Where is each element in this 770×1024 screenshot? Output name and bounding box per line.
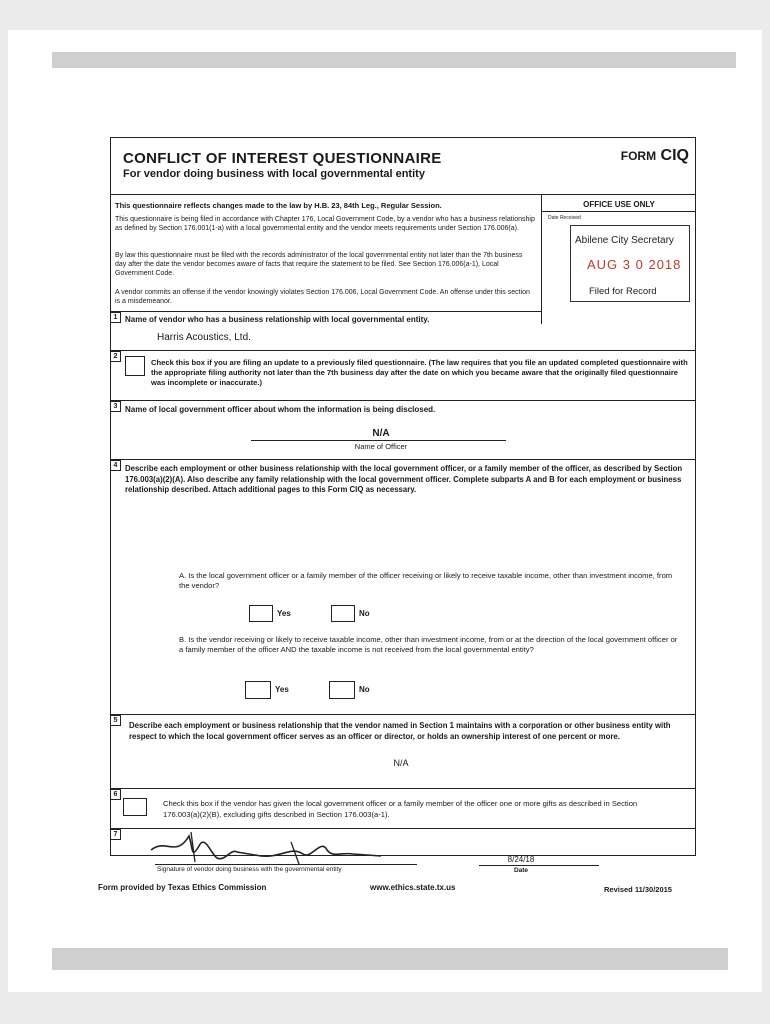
form-subtitle: For vendor doing business with local governmental entity bbox=[123, 168, 425, 180]
section-4-label: Describe each employment or other business relationship with the local government officer, or a family member of the officer, as described by Section 176.003(a)(2)(A). Also describe any family relationship with the local government officer. Complete subparts A and B for each employment or business relationship described. Attach additional pages to this Form CIQ as necessary. bbox=[125, 464, 683, 494]
office-use-label: OFFICE USE ONLY bbox=[583, 200, 655, 209]
section-5-number: 5 bbox=[110, 715, 121, 726]
signature-caption: Signature of vendor doing business with the governmental entity bbox=[157, 866, 342, 873]
section-5-value: N/A bbox=[393, 758, 409, 768]
date-caption: Date bbox=[513, 867, 529, 874]
footer-provider: Form provided by Texas Ethics Commission bbox=[98, 883, 267, 892]
divider-header bbox=[111, 194, 695, 195]
question-a-yes-label: Yes bbox=[277, 609, 291, 618]
section-1-number: 1 bbox=[110, 312, 121, 323]
question-b-yes-checkbox[interactable] bbox=[245, 681, 271, 699]
footer-website[interactable]: www.ethics.state.tx.us bbox=[370, 883, 456, 892]
divider-s5 bbox=[111, 714, 695, 715]
officer-name-caption: Name of Officer bbox=[354, 442, 408, 451]
intro-paragraph-4: A vendor commits an offense if the vendor knowingly violates Section 176.006, Local Government Code. An offense under this section is a misdemeanor. bbox=[115, 289, 530, 305]
section-7-number: 7 bbox=[110, 829, 121, 840]
signature-line bbox=[155, 864, 417, 865]
footer-revised: Revised 11/30/2015 bbox=[604, 885, 672, 894]
section-4-number: 4 bbox=[110, 460, 121, 471]
divider-s4 bbox=[111, 459, 695, 460]
form-title: CONFLICT OF INTEREST QUESTIONNAIRE bbox=[123, 150, 442, 167]
question-b-no-checkbox[interactable] bbox=[329, 681, 355, 699]
question-a-no-checkbox[interactable] bbox=[331, 605, 355, 622]
stamp-office: Abilene City Secretary bbox=[575, 235, 674, 246]
city-secretary-stamp bbox=[570, 225, 690, 302]
question-a-no-label: No bbox=[359, 609, 370, 618]
intro-paragraph-3: By law this questionnaire must be filed with the records administrator of the local governmental entity not later than the 7th business day after the date the vendor becomes aware of facts that require the statement to be filed. See Section 176.006(a-1), Local Government Code. bbox=[115, 252, 523, 277]
vendor-signature bbox=[141, 828, 401, 868]
officer-name: N/A bbox=[372, 428, 390, 439]
question-a: A. Is the local government officer or a family member of the officer receiving or likely to receive taxable income, other than investment income, from the vendor? bbox=[179, 571, 673, 590]
intro-line-1: This questionnaire reflects changes made to the law by H.B. 23, 84th Leg., Regular Session. bbox=[115, 201, 442, 210]
officer-name-line bbox=[251, 440, 506, 441]
signature-date: 8/24/18 bbox=[507, 855, 535, 864]
divider-s3 bbox=[111, 400, 695, 401]
section-5-label: Describe each employment or business relationship that the vendor named in Section 1 maintains with a corporation or other business entity with respect to which the local government officer serves as an officer or director, or holds an ownership interest of one percent or more. bbox=[129, 721, 671, 741]
office-use-divider bbox=[541, 194, 542, 324]
section-2-label: Check this box if you are filing an update to a previously filed questionnaire. (The law requires that you file an updated completed questionnaire with the appropriate filing authority not later than the 7th business day after the date on which you became aware that the originally filed questionnaire was incomplete or inaccurate.) bbox=[151, 358, 688, 387]
scan-bar-bottom bbox=[52, 948, 728, 970]
date-received-label: Date Received bbox=[548, 215, 581, 221]
scan-bar-top bbox=[52, 52, 736, 68]
question-b-yes-label: Yes bbox=[275, 685, 289, 694]
vendor-name: Harris Acoustics, Ltd. bbox=[157, 332, 251, 343]
stamp-filed: Filed for Record bbox=[589, 286, 657, 297]
stamp-date: AUG 3 0 2018 bbox=[587, 257, 682, 272]
section-3-number: 3 bbox=[110, 401, 121, 412]
question-a-yes-checkbox[interactable] bbox=[249, 605, 273, 622]
section-6-label: Check this box if the vendor has given the local government officer or a family member of the officer one or more gifts as described in Section 176.003(a)(2)(B), excluding gifts described in Section 176.003(a-1). bbox=[163, 799, 638, 819]
section-3-label: Name of local government officer about whom the information is being disclosed. bbox=[125, 405, 436, 414]
section-1-label: Name of vendor who has a business relationship with local governmental entity. bbox=[125, 315, 430, 324]
form-code-value: CIQ bbox=[660, 147, 689, 164]
intro-paragraph-2: This questionnaire is being filed in accordance with Chapter 176, Local Government Code, by a vendor who has a business relationship as defined by Section 176.001(1-a) with a local governmental entity and the vendor meets requirements under Section 176.006(a). bbox=[115, 216, 535, 232]
office-use-line bbox=[541, 211, 695, 212]
date-line bbox=[479, 865, 599, 866]
section-2-number: 2 bbox=[110, 351, 121, 362]
form-code-prefix: FORM bbox=[620, 149, 657, 163]
divider-s2 bbox=[111, 350, 695, 351]
gift-checkbox[interactable] bbox=[123, 798, 147, 816]
divider-s1 bbox=[111, 311, 541, 312]
question-b-no-label: No bbox=[359, 685, 370, 694]
divider-s6 bbox=[111, 788, 695, 789]
update-checkbox[interactable] bbox=[125, 356, 145, 376]
question-b: B. Is the vendor receiving or likely to receive taxable income, other than investment income, from or at the direction of the local government officer or a family member of the officer AND the taxable income is not received from the local governmental entity? bbox=[179, 635, 678, 654]
section-6-number: 6 bbox=[110, 789, 121, 800]
form-code bbox=[621, 147, 689, 165]
